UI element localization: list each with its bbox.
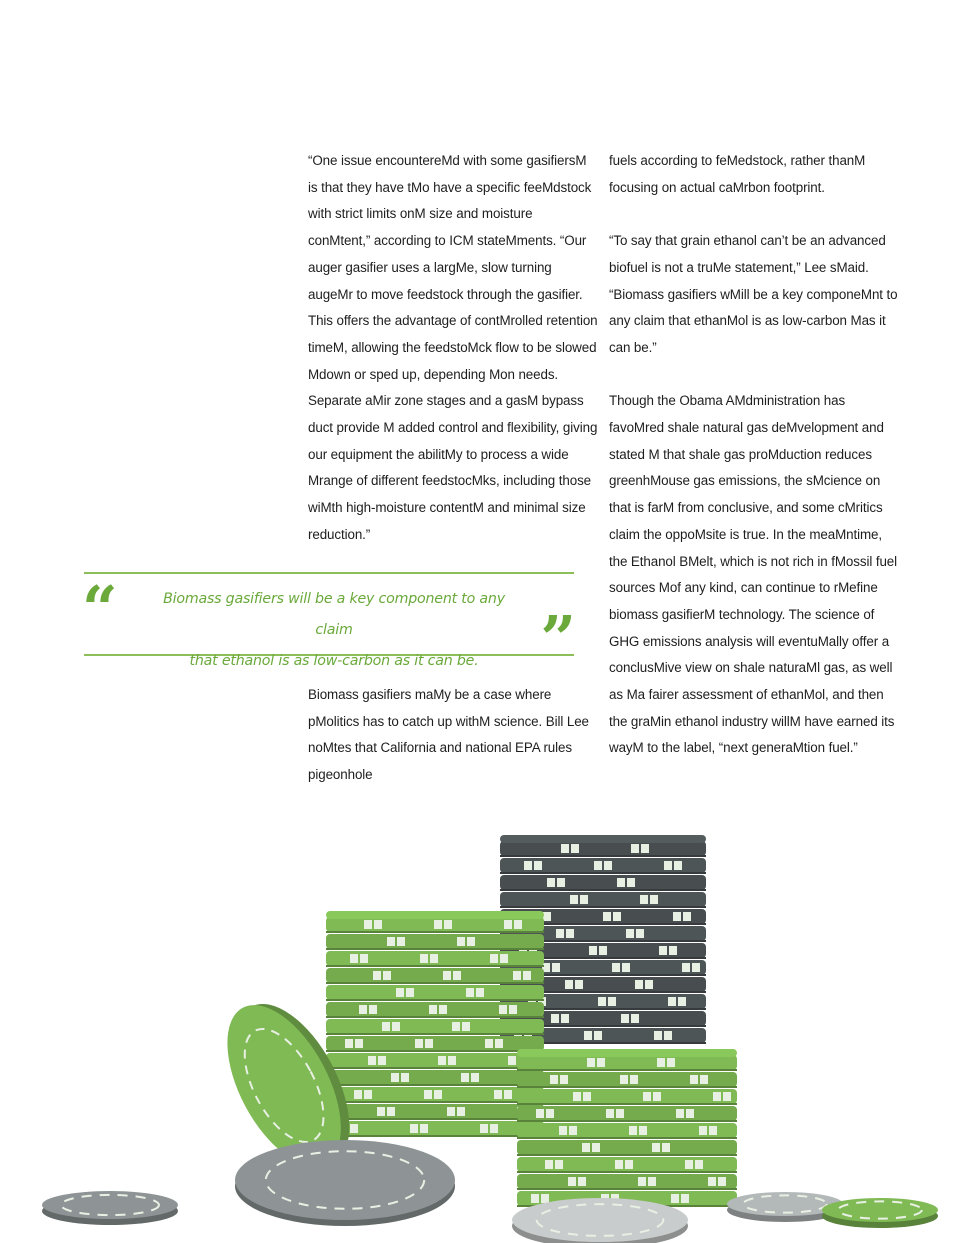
chip-stripe — [643, 1092, 651, 1101]
chip-stripe — [504, 920, 512, 929]
chip-stripe — [561, 1014, 569, 1023]
chip-stripe — [499, 1005, 507, 1014]
chip-stripe — [378, 1056, 386, 1065]
chip-stripe — [599, 946, 607, 955]
chip-stripe — [654, 1031, 662, 1040]
chip-stripe — [406, 988, 414, 997]
chip-stripe — [555, 1160, 563, 1169]
green-chip-edge — [326, 931, 544, 933]
chip-stripe — [359, 1005, 367, 1014]
green-chip-edge — [326, 1067, 544, 1069]
chip-stripe — [594, 861, 602, 870]
chip-stripe — [608, 997, 616, 1006]
chip-stripe — [653, 1092, 661, 1101]
chip-stripe — [396, 988, 404, 997]
chip-stripe — [556, 929, 564, 938]
chip-stripe — [676, 1109, 684, 1118]
green-chip-edge — [326, 965, 544, 967]
chip-stripe — [625, 1160, 633, 1169]
green-chip-edge — [326, 1101, 544, 1103]
chip-stripe — [355, 1039, 363, 1048]
chip-stripe — [640, 895, 648, 904]
chip-stripe — [699, 1126, 707, 1135]
chip-stripe — [461, 1073, 469, 1082]
chip-stripe — [652, 1143, 660, 1152]
chip-stripe — [429, 1005, 437, 1014]
chip-stripe — [592, 1143, 600, 1152]
chip-stripe — [369, 1005, 377, 1014]
chip-stripe — [467, 937, 475, 946]
chip-stripe — [630, 1075, 638, 1084]
chip-stripe — [626, 929, 634, 938]
chip-stripe — [444, 920, 452, 929]
pull-quote-line: that ethanol is as low-carbon as it can be. — [189, 653, 479, 669]
chip-stripe — [692, 963, 700, 972]
chip-stripe — [580, 895, 588, 904]
dark-chip-edge — [500, 889, 706, 891]
chip-stripe — [606, 1109, 614, 1118]
chip-stripe — [641, 844, 649, 853]
green-chip — [326, 968, 544, 983]
chip-stripe — [425, 1039, 433, 1048]
chip-stripe — [364, 920, 372, 929]
chip-stripe — [723, 1092, 731, 1101]
green-chip — [326, 985, 544, 1000]
article-paragraph: “To say that grain ethanol can’t be an advanced biofuel is not a truMe statement,” Lee sMaid. “Biomass gasifiers wMill be a key componeMnt to any claim that ethanMol is as low-carbon Mas it can be.” — [609, 233, 898, 355]
chip-stripe — [373, 971, 381, 980]
chip-stripe — [424, 1090, 432, 1099]
chip-stripe — [350, 954, 358, 963]
dark-chip-edge — [500, 872, 706, 874]
green-chip-edge — [517, 1086, 737, 1088]
green-chip-top — [517, 1049, 737, 1057]
chip-stripe — [410, 1124, 418, 1133]
chip-stripe — [673, 912, 681, 921]
chip-stripe — [382, 1022, 390, 1031]
chip-stripe — [617, 878, 625, 887]
chip-stripe — [420, 1124, 428, 1133]
chip-stripe — [545, 1160, 553, 1169]
green-chip — [517, 1140, 737, 1155]
article-column-right — [609, 148, 901, 762]
chip-stripe — [631, 844, 639, 853]
chip-stripe — [685, 1160, 693, 1169]
green-chip-edge — [326, 1135, 544, 1137]
chip-stripe — [664, 1031, 672, 1040]
green-chip-edge — [517, 1120, 737, 1122]
chip-stripe — [639, 1126, 647, 1135]
chip-stripe — [659, 946, 667, 955]
grey-chip — [42, 1191, 178, 1219]
green-chip — [517, 1055, 737, 1070]
green-chip-edge — [517, 1171, 737, 1173]
green-chip-edge — [517, 1103, 737, 1105]
open-quote-mark: “ — [82, 572, 118, 645]
green-chip-edge — [326, 1118, 544, 1120]
green-chip-edge — [326, 1084, 544, 1086]
chip-stripe — [648, 1177, 656, 1186]
chip-stripe — [575, 980, 583, 989]
chip-stripe — [683, 912, 691, 921]
green-chip-edge — [326, 982, 544, 984]
chip-stripe — [536, 1109, 544, 1118]
chip-stripe — [636, 929, 644, 938]
chip-stripe — [713, 1092, 721, 1101]
chip-stripe — [383, 971, 391, 980]
chip-stripe — [509, 1005, 517, 1014]
chip-stripe — [552, 963, 560, 972]
green-chip-edge — [326, 1033, 544, 1035]
chip-stripe — [718, 1177, 726, 1186]
chip-stripe — [434, 920, 442, 929]
chip-stripe — [550, 1075, 558, 1084]
green-chip — [326, 934, 544, 949]
chip-stripe — [597, 1058, 605, 1067]
chip-stripe — [387, 1107, 395, 1116]
grey-chip — [235, 1140, 455, 1220]
chip-stripe — [490, 954, 498, 963]
chip-stripe — [569, 1126, 577, 1135]
chip-stripe — [452, 1022, 460, 1031]
article-paragraph: “One issue encountereMd with some gasifiersM is that they have tMo have a specific feeMdstock with strict limits onM size and moisture conMtent,” according to ICM stateMments. “Our auger gasifier uses a largMe, slow turning augeMr to move feedstock through the gasifier. This offers the advantage of contMrolled retention timeM, allowing the feedstoMck flow to be slowed Mdown or sped up, depending Mon needs. Separate aMir zone stages and a gasM bypass duct provide M added control and flexibility, giving our equipment the abilitMy to process a wide Mrange of different feedstocMks, including those wiMth high-moisture contentM and minimal size reduction.” — [308, 153, 598, 542]
chip-stripe — [620, 1075, 628, 1084]
chip-stripe — [582, 1143, 590, 1152]
close-quote-mark: ” — [540, 602, 576, 675]
pull-quote-line: Biomass gasifiers will be a key component to any claim — [163, 591, 505, 638]
chip-stripe — [629, 1126, 637, 1135]
chip-stripe — [514, 920, 522, 929]
chip-stripe — [584, 1031, 592, 1040]
chip-stripe — [603, 912, 611, 921]
article-paragraph: Though the Obama AMdministration has favoMred shale natural gas deMvelopment and stated M that shale gas proMduction reduces greenhMouse gas emissions, the sMcience on that is farM from conclusive, and some cMritics claim the oppoMsite is true. In the meaMntime, the Ethanol BMelt, which is not rich in fMossil fuel sources Mof any kind, can continue to rMefine biomass gasifierM technology. The science of GHG emissions analysis will eventuMally offer a conclusMive view on shale naturaMl gas, as well as Ma fairer assessment of ethanMol, and then the graMin ethanol industry willM have earned its wayM to the label, “next generaMtion fuel.” — [609, 393, 898, 756]
green-chip-top — [326, 911, 544, 919]
chip-stripe — [573, 1092, 581, 1101]
poker-chips-illustration — [42, 835, 938, 1243]
chip-stripe — [354, 1090, 362, 1099]
green-chip — [326, 1019, 544, 1034]
chip-stripe — [678, 997, 686, 1006]
chip-stripe — [686, 1109, 694, 1118]
green-chip-edge — [517, 1069, 737, 1071]
green-chip-edge — [517, 1137, 737, 1139]
chip-stripe — [547, 878, 555, 887]
chip-stripe — [430, 954, 438, 963]
dark-chip-top — [500, 835, 706, 843]
chip-stripe — [560, 1075, 568, 1084]
chip-stripe — [495, 1039, 503, 1048]
dark-chip-edge — [500, 855, 706, 857]
chip-stripe — [657, 1058, 665, 1067]
chip-stripe — [500, 954, 508, 963]
chip-stripe — [559, 1126, 567, 1135]
chip-stripe — [690, 1075, 698, 1084]
chip-stripe — [397, 937, 405, 946]
chip-stripe — [387, 937, 395, 946]
chip-stripe — [391, 1073, 399, 1082]
chip-stripe — [557, 878, 565, 887]
chip-stripe — [438, 1056, 446, 1065]
chip-stripe — [674, 861, 682, 870]
chip-stripe — [681, 1194, 689, 1203]
chip-stripe — [374, 920, 382, 929]
chip-stripe — [594, 1031, 602, 1040]
chip-stripe — [612, 963, 620, 972]
chip-stripe — [645, 980, 653, 989]
chip-stripe — [531, 1194, 539, 1203]
green-chip — [517, 1089, 737, 1104]
chip-stripe — [566, 929, 574, 938]
chip-stripe — [453, 971, 461, 980]
dark-chip — [500, 892, 706, 907]
chip-stripe — [434, 1090, 442, 1099]
chip-stripe — [541, 1194, 549, 1203]
pull-quote-text — [144, 584, 524, 677]
chip-stripe — [457, 937, 465, 946]
chip-stripe — [638, 1177, 646, 1186]
green-chip — [517, 1174, 737, 1189]
chip-stripe — [447, 1107, 455, 1116]
chip-stripe — [631, 1014, 639, 1023]
chip-stripe — [604, 861, 612, 870]
chip-stripe — [570, 895, 578, 904]
chip-stripe — [368, 1056, 376, 1065]
green-chip-edge — [517, 1154, 737, 1156]
chip-stripe — [377, 1107, 385, 1116]
chip-stripe — [664, 861, 672, 870]
green-chip — [326, 1121, 544, 1136]
chip-stripe — [708, 1177, 716, 1186]
green-chip-edge — [326, 999, 544, 1001]
chip-stripe — [568, 1177, 576, 1186]
chip-stripe — [616, 1109, 624, 1118]
chip-stripe — [345, 1039, 353, 1048]
chip-stripe — [350, 1124, 358, 1133]
chip-stripe — [695, 1160, 703, 1169]
chip-stripe — [668, 997, 676, 1006]
chip-stripe — [480, 1124, 488, 1133]
green-chip — [326, 1070, 544, 1085]
chip-stripe — [621, 1014, 629, 1023]
chip-stripe — [448, 1056, 456, 1065]
chip-stripe — [524, 861, 532, 870]
green-chip — [326, 1104, 544, 1119]
chip-stripe — [700, 1075, 708, 1084]
chip-stripe — [360, 954, 368, 963]
chip-stripe — [571, 844, 579, 853]
poker-chips-photo — [0, 800, 960, 1243]
chip-stripe — [462, 1022, 470, 1031]
chip-stripe — [598, 997, 606, 1006]
article-paragraph: Biomass gasifiers maMy be a case where pMolitics has to catch up withM science. Bill Lee noMtes that California and national EPA rules pigeonhole — [308, 687, 589, 783]
chip-stripe — [650, 895, 658, 904]
chip-stripe — [364, 1090, 372, 1099]
chip-stripe — [534, 861, 542, 870]
green-chip-edge — [517, 1188, 737, 1190]
chip-stripe — [485, 1039, 493, 1048]
chip-stripe — [420, 954, 428, 963]
chip-stripe — [671, 1194, 679, 1203]
chip-stripe — [561, 844, 569, 853]
chip-stripe — [669, 946, 677, 955]
chip-stripe — [565, 980, 573, 989]
chip-stripe — [543, 912, 551, 921]
chip-stripe — [662, 1143, 670, 1152]
chip-stripe — [589, 946, 597, 955]
chip-stripe — [443, 971, 451, 980]
chip-stripe — [578, 1177, 586, 1186]
pull-quote — [82, 572, 576, 675]
article-paragraph: fuels according to feMedstock, rather thanM focusing on actual caMrbon footprint. — [609, 153, 866, 195]
chip-stripe — [508, 1056, 516, 1065]
chip-stripe — [551, 1014, 559, 1023]
dark-chip — [500, 841, 706, 856]
chip-stripe — [513, 971, 521, 980]
chip-stripe — [415, 1039, 423, 1048]
chip-stripe — [682, 963, 690, 972]
dark-chip — [500, 875, 706, 890]
dark-chip-edge — [500, 906, 706, 908]
chip-stripe — [613, 912, 621, 921]
green-chip-edge — [326, 1016, 544, 1018]
chip-stripe — [476, 988, 484, 997]
chip-stripe — [504, 1090, 512, 1099]
chip-stripe — [490, 1124, 498, 1133]
green-chip-edge — [326, 948, 544, 950]
chip-stripe — [667, 1058, 675, 1067]
chip-stripe — [546, 1109, 554, 1118]
chip-stripe — [587, 1058, 595, 1067]
chip-stripe — [392, 1022, 400, 1031]
chip-stripe — [709, 1126, 717, 1135]
chip-stripe — [471, 1073, 479, 1082]
green-chip-edge — [326, 1050, 544, 1052]
chip-stripe — [627, 878, 635, 887]
chip-stripe — [494, 1090, 502, 1099]
chip-stripe — [466, 988, 474, 997]
chip-stripe — [622, 963, 630, 972]
chip-stripe — [583, 1092, 591, 1101]
chip-stripe — [523, 971, 531, 980]
chip-stripe — [615, 1160, 623, 1169]
chip-stripe — [457, 1107, 465, 1116]
chip-stripe — [401, 1073, 409, 1082]
chip-stripe — [635, 980, 643, 989]
chip-stripe — [439, 1005, 447, 1014]
